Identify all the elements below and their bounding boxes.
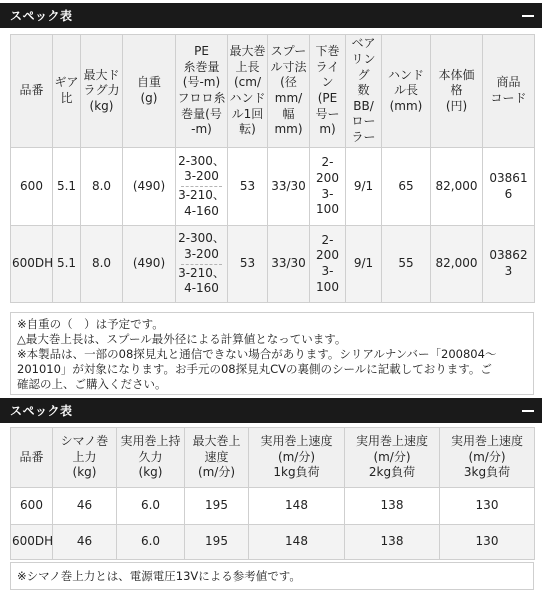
header-text-line: シマノ巻 bbox=[60, 434, 109, 449]
header-text-line: 最大巻 bbox=[229, 44, 266, 59]
header-text-line: 数 bbox=[357, 83, 370, 98]
header-text-line: ラー bbox=[351, 129, 376, 144]
spool-cell: 33/30 bbox=[268, 148, 310, 226]
spec-section-header bbox=[0, 3, 542, 28]
header-cell bbox=[185, 428, 249, 488]
header-cell bbox=[81, 35, 123, 148]
header-text-line: 品番 bbox=[19, 449, 44, 464]
line-capacity-cell: 2-300、 3-200 3-210、 4-160 bbox=[176, 226, 228, 303]
spec-section-header bbox=[0, 398, 542, 423]
header-text-line: 3kg負荷 bbox=[463, 465, 511, 480]
table-row bbox=[11, 525, 535, 560]
section-title: スペック表 bbox=[10, 9, 73, 23]
underline-cell: 2-200 3-100 bbox=[310, 226, 346, 303]
power-cell: 46 bbox=[53, 525, 117, 560]
header-text-line: m) bbox=[319, 122, 336, 137]
header-text-line: 実用巻上速度 bbox=[450, 434, 523, 449]
header-text-line: (円) bbox=[445, 98, 468, 113]
header-cell bbox=[123, 35, 176, 148]
header-text-line: スプー bbox=[270, 44, 307, 59]
speed-3kg-cell: 130 bbox=[440, 488, 535, 525]
drag-cell: 8.0 bbox=[81, 226, 123, 303]
max-speed-cell: 195 bbox=[185, 525, 249, 560]
note-line: △最大巻上長は、スプール最外径による計算値となっています。 bbox=[17, 332, 347, 346]
weight-cell: (490) bbox=[123, 148, 176, 226]
header-text-line: コード bbox=[490, 91, 527, 105]
spec-header-row bbox=[11, 428, 535, 488]
table-row bbox=[11, 488, 535, 525]
header-cell bbox=[483, 35, 535, 148]
retrieve-cell: 53 bbox=[228, 226, 268, 303]
header-text-line: (kg) bbox=[72, 465, 97, 480]
header-text-line: 実用巻上速度 bbox=[355, 434, 428, 449]
header-text-line: (m/分) bbox=[468, 449, 506, 464]
header-cell bbox=[431, 35, 483, 148]
header-text-line: リング bbox=[351, 52, 376, 82]
header-text-line: 実用巻上持 bbox=[120, 434, 181, 449]
header-text-line: 上力 bbox=[72, 449, 97, 464]
header-text-line: 比 bbox=[60, 91, 73, 105]
handle-cell: 55 bbox=[382, 226, 431, 303]
note-line: 確認の上、ご購入ください。 bbox=[17, 377, 167, 391]
header-text-line: ン bbox=[321, 75, 334, 90]
max-speed-cell: 195 bbox=[185, 488, 249, 525]
header-text-line: 糸巻量 bbox=[183, 59, 220, 74]
header-text-line: ベア bbox=[351, 36, 376, 51]
header-text-line: ラグ力 bbox=[83, 83, 120, 98]
header-text-line: 巻量(号 bbox=[181, 106, 222, 121]
header-text-line: 品番 bbox=[19, 83, 44, 98]
header-text-line: (kg) bbox=[138, 465, 163, 480]
line-capacity-cell: 2-300、 3-200 3-210、 4-160 bbox=[176, 148, 228, 226]
header-text-line: 幅 bbox=[282, 106, 295, 121]
header-text-line: (径 bbox=[280, 75, 297, 90]
header-text-line: 最大ド bbox=[83, 67, 120, 82]
header-cell bbox=[11, 428, 53, 488]
header-text-line: (g) bbox=[140, 91, 158, 105]
drag-cell: 8.0 bbox=[81, 148, 123, 226]
header-text-line: (m/分) bbox=[373, 449, 411, 464]
bearings-cell: 9/1 bbox=[346, 226, 382, 303]
code-cell: 03862 3 bbox=[483, 226, 535, 303]
retrieve-cell: 53 bbox=[228, 148, 268, 226]
speed-2kg-cell: 138 bbox=[345, 525, 440, 560]
header-text-line: 久力 bbox=[138, 449, 163, 464]
collapse-icon[interactable] bbox=[522, 10, 534, 22]
speed-1kg-cell: 148 bbox=[249, 525, 345, 560]
model-cell: 600DH bbox=[11, 525, 53, 560]
header-text-line: BB/ bbox=[353, 98, 374, 113]
header-cell bbox=[345, 428, 440, 488]
model-cell: 600 bbox=[11, 488, 53, 525]
header-text-line: ル1回 bbox=[231, 106, 264, 121]
note-line: 201010」が対象になります。お手元の08探見丸CVの裏側のシールに記載しております。ご bbox=[17, 362, 492, 376]
dashed-divider bbox=[181, 186, 222, 187]
weight-cell: (490) bbox=[123, 226, 176, 303]
dashed-divider bbox=[181, 264, 222, 265]
spool-cell: 33/30 bbox=[268, 226, 310, 303]
header-cell bbox=[382, 35, 431, 148]
speed-2kg-cell: 138 bbox=[345, 488, 440, 525]
header-text-line: 上長 bbox=[235, 59, 260, 74]
spec-header-row bbox=[11, 35, 535, 148]
header-text-line: 格 bbox=[450, 83, 463, 98]
header-text-line: ギア bbox=[54, 75, 79, 90]
note-line: ※自重の（ ）は予定です。 bbox=[17, 317, 164, 331]
speed-3kg-cell: 130 bbox=[440, 525, 535, 560]
header-text-line: -m) bbox=[191, 122, 212, 137]
header-text-line: (m/分) bbox=[277, 449, 316, 464]
underline-cell: 2-200 3-100 bbox=[310, 148, 346, 226]
collapse-icon[interactable] bbox=[522, 405, 534, 417]
gear-ratio-cell: 5.1 bbox=[53, 148, 81, 226]
notes-box bbox=[10, 312, 534, 395]
header-text-line: 実用巻上速度 bbox=[260, 434, 333, 449]
model-cell: 600DH bbox=[11, 226, 53, 303]
header-cell bbox=[53, 35, 81, 148]
gear-ratio-cell: 5.1 bbox=[53, 226, 81, 303]
table-row bbox=[11, 148, 535, 226]
price-cell: 82,000 bbox=[431, 148, 483, 226]
header-cell bbox=[11, 35, 53, 148]
header-text-line: 下巻 bbox=[315, 44, 340, 59]
header-text-line: ライ bbox=[315, 59, 340, 74]
header-text-line: (号-m) bbox=[182, 75, 221, 90]
header-cell bbox=[268, 35, 310, 148]
header-text-line: (PE bbox=[317, 91, 338, 105]
header-text-line: 速度 bbox=[204, 449, 229, 464]
header-text-line: mm) bbox=[274, 122, 303, 137]
header-cell bbox=[440, 428, 535, 488]
header-cell bbox=[310, 35, 346, 148]
price-cell: 82,000 bbox=[431, 226, 483, 303]
header-text-line: (kg) bbox=[89, 98, 114, 113]
handle-cell: 65 bbox=[382, 148, 431, 226]
header-text-line: ル長 bbox=[393, 83, 418, 98]
endurance-cell: 6.0 bbox=[117, 488, 185, 525]
header-cell bbox=[176, 35, 228, 148]
notes-box bbox=[10, 562, 534, 590]
header-text-line: 転) bbox=[239, 122, 256, 137]
header-text-line: 自重 bbox=[136, 75, 161, 90]
header-text-line: ハンド bbox=[229, 91, 266, 105]
header-text-line: mm/ bbox=[274, 91, 303, 105]
endurance-cell: 6.0 bbox=[117, 525, 185, 560]
speed-1kg-cell: 148 bbox=[249, 488, 345, 525]
header-text-line: ル寸法 bbox=[270, 59, 307, 74]
header-text-line: 本体価 bbox=[438, 67, 475, 82]
model-cell: 600 bbox=[11, 148, 53, 226]
header-text-line: (mm) bbox=[389, 98, 423, 113]
header-text-line: ハンド bbox=[387, 67, 424, 82]
bearings-cell: 9/1 bbox=[346, 148, 382, 226]
note-line: ※本製品は、一部の08探見丸と通信できない場合があります。シリアルナンバー「200804～ bbox=[17, 347, 497, 361]
table-row bbox=[11, 226, 535, 303]
spec-table bbox=[10, 427, 535, 560]
code-cell: 03861 6 bbox=[483, 148, 535, 226]
header-cell bbox=[249, 428, 345, 488]
header-text-line: (cm/ bbox=[233, 75, 261, 90]
header-text-line: 商品 bbox=[496, 75, 521, 90]
note-line: ※シマノ巻上力とは、電源電圧13Vによる参考値です。 bbox=[17, 569, 301, 583]
header-cell bbox=[346, 35, 382, 148]
spec-table bbox=[10, 34, 535, 303]
section-title: スペック表 bbox=[10, 404, 73, 418]
header-text-line: 2kg負荷 bbox=[368, 465, 416, 480]
header-text-line: フロロ糸 bbox=[177, 91, 226, 105]
header-cell bbox=[117, 428, 185, 488]
header-cell bbox=[228, 35, 268, 148]
header-cell bbox=[53, 428, 117, 488]
power-cell: 46 bbox=[53, 488, 117, 525]
header-text-line: (m/分) bbox=[197, 465, 236, 480]
header-text-line: 最大巻上 bbox=[192, 434, 241, 449]
header-text-line: PE bbox=[194, 44, 209, 59]
header-text-line: 1kg負荷 bbox=[273, 465, 320, 480]
header-text-line: 号ー bbox=[315, 106, 340, 121]
header-text-line: ロー bbox=[351, 114, 376, 129]
